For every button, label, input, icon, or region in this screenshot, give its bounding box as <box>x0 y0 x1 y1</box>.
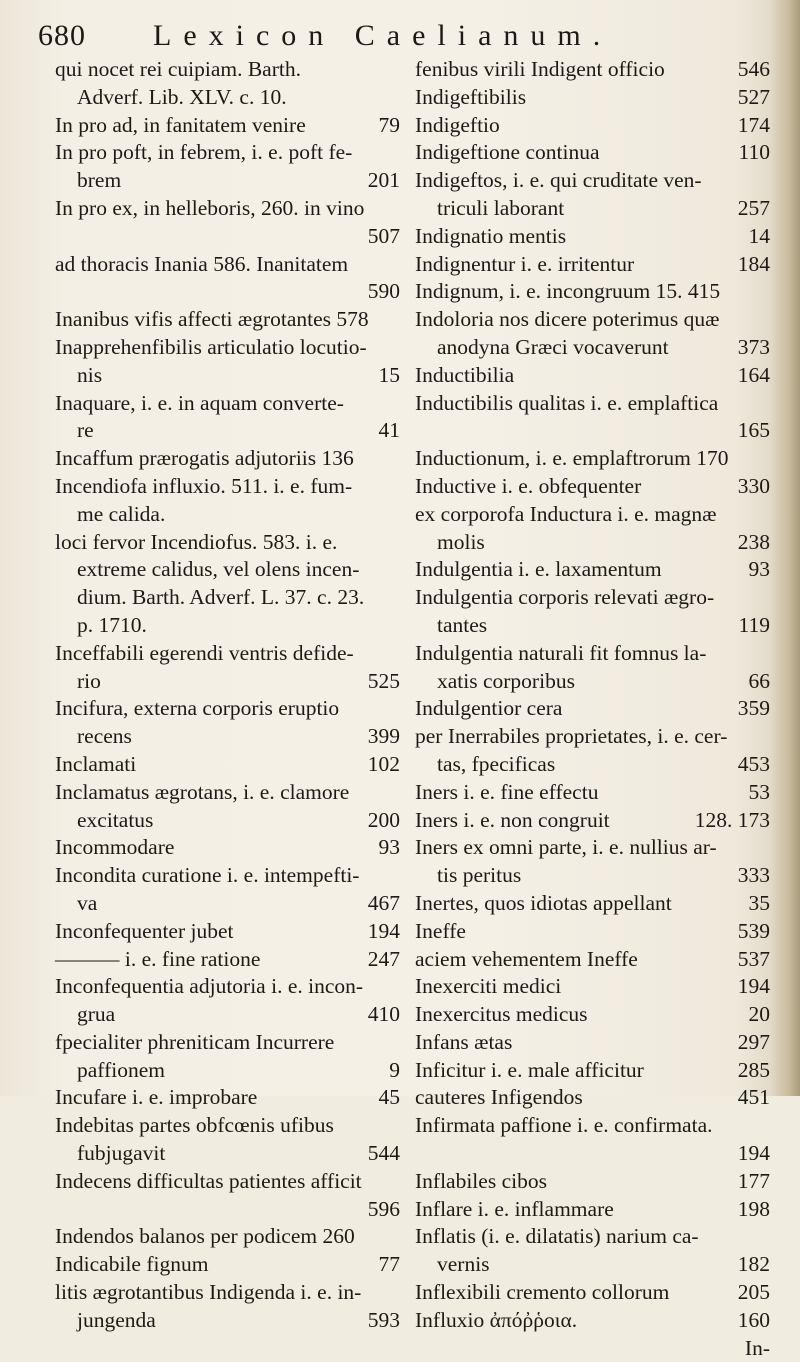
index-entry-line <box>55 668 400 696</box>
index-entry-line: dium. Barth. Adverf. L. 37. c. 23. <box>77 585 365 610</box>
page-reference: 399 <box>367 724 400 749</box>
index-entry-line: Inclamatus ægrotans, i. e. clamore <box>55 779 350 804</box>
index-entry-line <box>415 529 770 557</box>
index-entry-line: In pro ex, in helleboris, 260. in vino <box>55 195 365 220</box>
index-entry-line: Inaquare, i. e. in aquam converte- <box>55 390 344 415</box>
index-entry-line: Adverf. Lib. XLV. c. 10. <box>77 84 287 109</box>
page-reference: 79 <box>378 112 400 137</box>
page-reference: 333 <box>737 863 770 888</box>
page-reference: 9 <box>389 1057 400 1082</box>
index-entry-line: Indoloria nos dicere poterimus quæ <box>415 307 720 332</box>
running-title: Lexicon Caelianum. <box>153 19 613 52</box>
page-reference: 257 <box>737 195 770 220</box>
page-reference: 451 <box>737 1085 770 1110</box>
index-entry-line <box>415 1084 770 1112</box>
index-entry-line: Indulgentia naturali fit fomnus la- <box>415 640 707 665</box>
entry-text: xatis corporibus <box>437 668 575 693</box>
entry-text: Indulgentior cera <box>415 696 563 721</box>
index-entry-line: Inductibilis qualitas i. e. emplaftica <box>415 390 719 415</box>
index-entry-line <box>55 362 400 390</box>
entry-text: Inflexibili cremento collorum <box>415 1280 670 1305</box>
index-entry-line: Indecens difficultas patientes afficit <box>55 1168 362 1193</box>
page-reference: 410 <box>367 1002 400 1027</box>
index-entry-line <box>415 223 770 251</box>
index-entry-line <box>55 890 400 918</box>
index-entry-line <box>415 1251 770 1279</box>
page-reference: 128. 173 <box>694 807 770 832</box>
entry-text: Inexerciti medici <box>415 974 562 999</box>
page-reference: 102 <box>367 751 400 776</box>
index-entry-line <box>415 695 770 723</box>
index-entry-line <box>55 751 400 779</box>
index-entry-line <box>55 1084 400 1112</box>
entry-text: vernis <box>437 1252 490 1277</box>
page-reference: 590 <box>367 279 400 304</box>
page-reference: 198 <box>737 1196 770 1221</box>
entry-text: Infans ætas <box>415 1029 513 1054</box>
index-entry-line <box>415 1029 770 1057</box>
index-entry-line <box>415 139 770 167</box>
index-entry-line: Incifura, externa corporis eruptio <box>55 696 340 721</box>
page-reference: 177 <box>737 1168 770 1193</box>
index-entry-line <box>415 1279 770 1307</box>
page-reference: 174 <box>737 112 770 137</box>
page-reference: 247 <box>367 946 400 971</box>
index-entry-line <box>55 167 400 195</box>
index-entry-line <box>415 56 770 84</box>
entry-text: triculi laborant <box>437 195 565 220</box>
index-entry-line: Inceffabili egerendi ventris defide- <box>55 640 354 665</box>
entry-text: Inertes, quos idiotas appellant <box>415 890 672 915</box>
entry-text: Indigeftio <box>415 112 500 137</box>
index-entry-line: Incaffum prærogatis adjutoriis 136 <box>55 446 354 471</box>
index-entry-line <box>415 973 770 1001</box>
page-reference: 205 <box>737 1280 770 1305</box>
page-reference: 77 <box>378 1252 400 1277</box>
page-reference: 525 <box>367 668 400 693</box>
page-reference: 93 <box>378 835 400 860</box>
page-reference: 453 <box>737 751 770 776</box>
index-entry-line: extreme calidus, vel olens incen- <box>77 557 360 582</box>
page-reference: 182 <box>737 1252 770 1277</box>
index-entry-line <box>415 612 770 640</box>
page-reference: 184 <box>737 251 770 276</box>
page-reference: 53 <box>748 779 770 804</box>
index-entry-line: Inconfequentia adjutoria i. e. incon- <box>55 974 364 999</box>
index-entry-line <box>415 668 770 696</box>
index-entry-line: Incendiofa influxio. 511. i. e. fum- <box>55 473 353 498</box>
page-reference: 527 <box>737 84 770 109</box>
page-reference: 45 <box>378 1085 400 1110</box>
index-entry-line <box>415 779 770 807</box>
index-entry-line <box>415 946 770 974</box>
page-reference: 285 <box>737 1057 770 1082</box>
page-reference: 165 <box>737 418 770 443</box>
page-reference: 14 <box>748 223 770 248</box>
entry-text: molis <box>437 529 485 554</box>
entry-text: Indignentur i. e. irritentur <box>415 251 635 276</box>
entry-text: nis <box>77 362 103 387</box>
index-entry-line: Inanibus vifis affecti ægrotantes 578 <box>55 307 369 332</box>
entry-text: Indigeftione continua <box>415 140 600 165</box>
entry-text: Inconfequenter jubet <box>55 918 234 943</box>
page-reference: 200 <box>367 807 400 832</box>
entry-text: anodyna Græci vocaverunt <box>437 334 669 359</box>
page-reference: 330 <box>737 473 770 498</box>
index-entry-line <box>55 1001 400 1029</box>
left-column <box>55 56 400 1335</box>
entry-text: Inclamati <box>55 751 137 776</box>
entry-text: In pro ad, in fanitatem venire <box>55 112 306 137</box>
entry-text: Indigeftibilis <box>415 84 527 109</box>
index-entry-line: Indulgentia corporis relevati ægro- <box>415 585 715 610</box>
page-reference: 41 <box>378 418 400 443</box>
index-entry-line: me calida. <box>77 501 166 526</box>
entry-text: Indicabile fignum <box>55 1252 209 1277</box>
page-reference: 539 <box>737 918 770 943</box>
index-entry-line <box>415 1168 770 1196</box>
entry-text: Inflare i. e. inflammare <box>415 1196 614 1221</box>
entry-text: Ineffe <box>415 918 466 943</box>
index-entry-line <box>415 918 770 946</box>
page-reference: 544 <box>367 1141 400 1166</box>
index-entry-line <box>415 84 770 112</box>
page-reference: 467 <box>367 890 400 915</box>
index-entry-line <box>415 807 770 835</box>
index-entry-line: Inapprehenfibilis articulatio locutio- <box>55 334 367 359</box>
page-reference: 507 <box>367 223 400 248</box>
page-reference: 160 <box>737 1307 770 1332</box>
index-entry-line <box>415 473 770 501</box>
index-entry-line <box>415 751 770 779</box>
page-reference: 66 <box>748 668 770 693</box>
index-entry-line: per Inerrabiles proprietates, i. e. cer- <box>415 724 728 749</box>
entry-text: Inductive i. e. obfequenter <box>415 473 642 498</box>
index-entry-line: ad thoracis Inania 586. Inanitatem <box>55 251 349 276</box>
index-entry-line <box>415 1196 770 1224</box>
page-reference: 110 <box>738 140 770 165</box>
page-reference: 373 <box>737 334 770 359</box>
entry-text: Inficitur i. e. male afficitur <box>415 1057 644 1082</box>
page-reference: 238 <box>737 529 770 554</box>
index-entry-line <box>55 918 400 946</box>
index-entry-line: fpecialiter phreniticam Incurrere <box>55 1029 335 1054</box>
entry-text: grua <box>77 1002 116 1027</box>
index-entry-line <box>55 1057 400 1085</box>
page-reference: 93 <box>748 557 770 582</box>
index-entry-line: Incondita curatione i. e. intempefti- <box>55 863 360 888</box>
entry-text: aciem vehementem Ineffe <box>415 946 638 971</box>
index-entry-line <box>55 807 400 835</box>
page-reference: 359 <box>737 696 770 721</box>
entry-text: Influxio ἀπόῤῥοια. <box>415 1307 578 1332</box>
index-entry-line: p. 1710. <box>77 612 147 637</box>
page-reference: 119 <box>738 612 770 637</box>
entry-text: tantes <box>437 612 488 637</box>
page-reference: 35 <box>748 890 770 915</box>
index-entry-line <box>415 556 770 584</box>
entry-text: cauteres Infigendos <box>415 1085 583 1110</box>
entry-text: tis peritus <box>437 863 522 888</box>
page-header <box>38 16 778 56</box>
index-entry-line <box>415 362 770 390</box>
index-entry-line: Inflatis (i. e. dilatatis) narium ca- <box>415 1224 699 1249</box>
entry-text: Indignatio mentis <box>415 223 567 248</box>
index-entry-line: Indebitas partes obfcœnis ufibus <box>55 1113 334 1138</box>
entry-text: fenibus virili Indigent officio <box>415 57 665 81</box>
index-entry-line <box>55 1251 400 1279</box>
index-entry-line <box>415 251 770 279</box>
page-reference: 297 <box>737 1029 770 1054</box>
entry-text: recens <box>77 724 132 749</box>
index-entry-line <box>415 1307 770 1335</box>
page-reference: 596 <box>367 1196 400 1221</box>
index-entry-line: In pro poft, in febrem, i. e. poft fe- <box>55 140 353 165</box>
page-reference: 20 <box>748 1002 770 1027</box>
index-entry-line <box>55 834 400 862</box>
entry-text: va <box>77 890 98 915</box>
index-entry-line <box>415 112 770 140</box>
index-entry-line <box>415 1001 770 1029</box>
index-entry-line <box>55 1140 400 1168</box>
page-reference: 194 <box>737 974 770 999</box>
entry-text: fubjugavit <box>77 1141 166 1166</box>
page-reference: 201 <box>367 168 400 193</box>
page-reference: 194 <box>367 918 400 943</box>
page-reference: In- <box>744 1335 770 1360</box>
page-reference: 537 <box>737 946 770 971</box>
entry-text: Inductibilia <box>415 362 515 387</box>
entry-text: re <box>77 418 94 443</box>
index-entry-line: Infirmata paffione i. e. confirmata. <box>415 1113 713 1138</box>
entry-text: brem <box>77 168 122 193</box>
index-entry-line <box>415 195 770 223</box>
index-entry-line: ex corporofa Inductura i. e. magnæ <box>415 501 717 526</box>
entry-text: jungenda <box>77 1307 156 1332</box>
index-entry-line: Inductionum, i. e. emplaftrorum 170 <box>415 446 729 471</box>
index-entry-line <box>55 1307 400 1335</box>
index-entry-line <box>55 112 400 140</box>
index-entry-line: Indignum, i. e. incongruum 15. 415 <box>415 279 721 304</box>
index-entry-line: Iners ex omni parte, i. e. nullius ar- <box>415 835 717 860</box>
page-reference: 194 <box>737 1141 770 1166</box>
entry-text: Iners i. e. fine effectu <box>415 779 599 804</box>
index-entry-line <box>415 862 770 890</box>
entry-text: paffionem <box>77 1057 165 1082</box>
page-reference: 593 <box>367 1307 400 1332</box>
entry-text: Indulgentia i. e. laxamentum <box>415 557 662 582</box>
index-entry-line: Indigeftos, i. e. qui cruditate ven- <box>415 168 702 193</box>
index-entry-line <box>55 946 400 974</box>
index-entry-line: litis ægrotantibus Indigenda i. e. in- <box>55 1280 362 1305</box>
index-entry-line: qui nocet rei cuipiam. Barth. <box>55 57 301 81</box>
entry-text: tas, fpecificas <box>437 751 556 776</box>
right-column <box>415 56 770 1362</box>
entry-text: Inflabiles cibos <box>415 1168 547 1193</box>
index-entry-line: loci fervor Incendiofus. 583. i. e. <box>55 529 338 554</box>
entry-text: ——— i. e. fine ratione <box>55 946 261 971</box>
entry-text: Incufare i. e. improbare <box>55 1085 258 1110</box>
index-entry-line <box>415 1057 770 1085</box>
index-entry-line: Indendos balanos per podicem 260 <box>55 1224 355 1249</box>
page-reference: 15 <box>378 362 400 387</box>
page-number: 680 <box>38 19 86 52</box>
index-entry-line <box>55 417 400 445</box>
entry-text: excitatus <box>77 807 154 832</box>
index-entry-line <box>415 890 770 918</box>
entry-text: Inexercitus medicus <box>415 1002 588 1027</box>
index-entry-line <box>415 334 770 362</box>
page-reference: 164 <box>737 362 770 387</box>
index-entry-line <box>55 723 400 751</box>
entry-text: Iners i. e. non congruit <box>415 807 610 832</box>
page-edge-shadow <box>770 0 800 1096</box>
entry-text: rio <box>77 668 101 693</box>
entry-text: Incommodare <box>55 835 175 860</box>
page-reference: 546 <box>737 57 770 81</box>
